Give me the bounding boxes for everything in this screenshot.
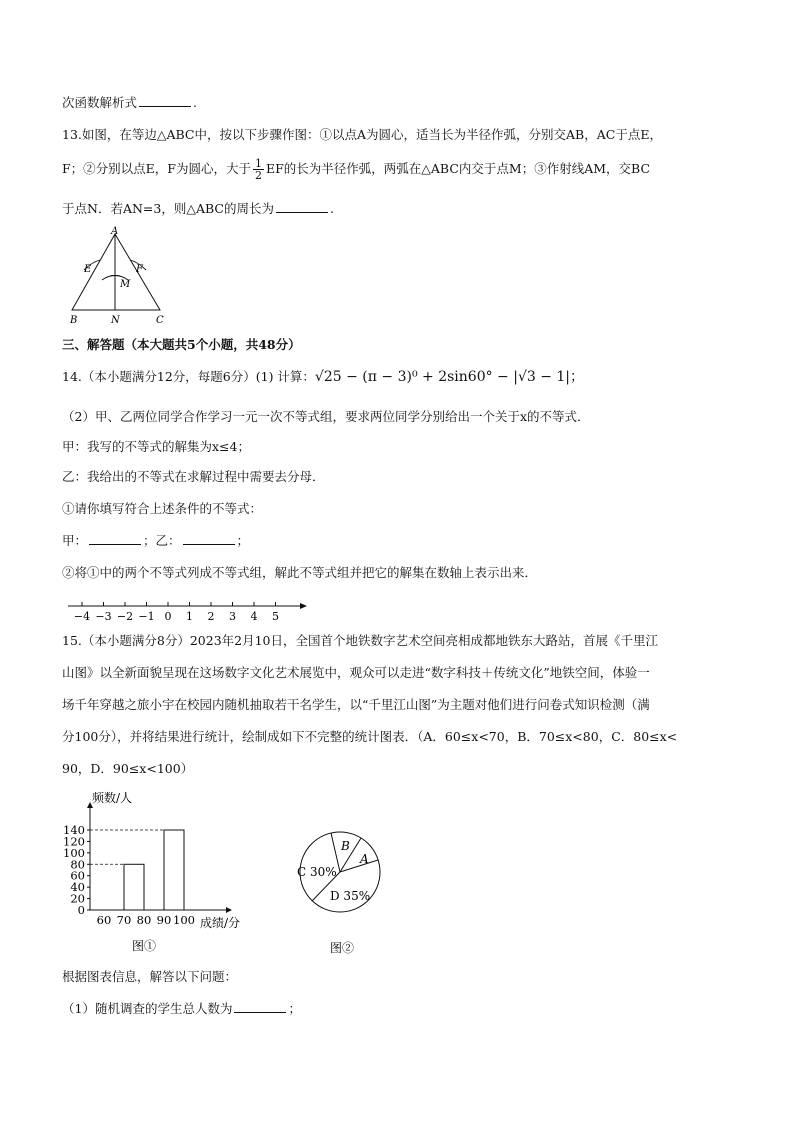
number-line-tick-label: 4 [250, 610, 258, 623]
bar-x-tick-label: 80 [136, 913, 152, 927]
pie-chart [290, 830, 400, 960]
label-e: E [84, 264, 92, 275]
bar-y-tick-label: 80 [70, 857, 85, 872]
label-c: C [156, 315, 164, 326]
q14-line3: 甲：我写的不等式的解集为x≤4； [62, 439, 250, 454]
pie-caption: 图② [330, 941, 355, 955]
bar-chart [58, 788, 288, 958]
label-a: A [111, 226, 119, 237]
bar-x-tick-label: 60 [96, 913, 112, 927]
bar-y-tick-label: 20 [70, 891, 85, 906]
q15-after1: 根据图表信息，解答以下问题： [62, 969, 238, 984]
q15-line2: 山图》以全新面貌呈现在这场数字文化艺术展览中，观众可以走进“数字科技＋传统文化”地铁空间，体验一 [62, 665, 650, 680]
number-line-tick-label: −1 [138, 610, 155, 623]
section3-title: 三、解答题（本大题共5个小题，共48分） [62, 337, 301, 352]
bar-y-tick-label: 100 [63, 845, 85, 860]
pie-divider-3 [340, 860, 378, 872]
bar-x-arrow [226, 907, 232, 913]
answer-blank[interactable] [139, 94, 191, 107]
bar-y-tick-label: 0 [77, 903, 85, 917]
number-line-tick-label: 1 [186, 610, 193, 623]
bar-x-tick-label: 90 [156, 913, 172, 927]
q15-line3: 场千年穿越之旅小宇在校园内随机抽取若干名学生，以“千里江山图”为主题对他们进行问卷式知识检测（满 [62, 697, 650, 712]
bar-70-80 [124, 864, 144, 910]
number-line-tick-label: 5 [272, 610, 279, 623]
bar-y-tick-label: 60 [70, 868, 85, 883]
q15-after2: （1）随机调查的学生总人数为 ； [62, 1001, 301, 1016]
bar-xlabel: 成绩/分 [200, 916, 241, 930]
label-n: N [111, 315, 120, 326]
bar-x-tick-label: 100 [173, 913, 195, 927]
q14-line6: 甲： ；乙： ； [62, 533, 250, 548]
number-line-arrow [300, 603, 307, 609]
bar-x-tick-label: 70 [116, 913, 132, 927]
number-line-tick-label: 0 [164, 610, 172, 623]
bar-y-tick-label: 120 [63, 834, 85, 849]
q14-line7: ②将①中的两个不等式列成不等式组，解此不等式组并把它的解集在数轴上表示出来． [62, 565, 538, 580]
number-line-tick-label: 3 [229, 610, 236, 623]
number-line-tick-label: −3 [95, 610, 112, 623]
q13-line3: 于点N．若AN=3，则△ABC的周长为 . [62, 201, 334, 216]
label-b: B [70, 315, 78, 326]
q14-line1: 14.（本小题满分12分，每题6分）(1) 计算：√25 − (π − 3)⁰ + 2sin60° − |√3 − 1|； [62, 369, 585, 385]
fraction-half: $\frac{1}{2}$ [254, 157, 262, 182]
pie-slice-b-label: B [341, 839, 350, 853]
number-line-tick-label: 2 [207, 610, 215, 623]
bar-90-100 [164, 830, 184, 910]
answer-blank-jia[interactable] [89, 532, 141, 545]
q14-line5: ①请你填写符合上述条件的不等式： [62, 501, 263, 516]
q15-line5: 90，D．90≤x<100） [62, 761, 194, 776]
q13-line1: 13.如图，在等边△ABC中，按以下步骤作图：①以点A为圆心，适当长为半径作弧，分别交AB，AC于点E， [62, 127, 662, 142]
q14-line4: 乙：我给出的不等式在求解过程中需要去分母． [62, 469, 325, 484]
answer-blank-yi[interactable] [183, 532, 235, 545]
number-line-tick-label: −2 [116, 610, 134, 623]
bar-ylabel: 频数/人 [92, 791, 133, 805]
answer-blank-total[interactable] [234, 1000, 286, 1013]
q15-line1: 15.（本小题满分8分）2023年2月10日，全国首个地铁数字艺术空间亮相成都地铁东大路站，首展《千里江 [62, 633, 659, 648]
bar-y-tick-label: 140 [63, 823, 85, 837]
label-f: F [136, 264, 143, 275]
triangle-figure [62, 222, 172, 327]
bar-caption: 图① [132, 939, 157, 953]
number-line-tick-label: −4 [73, 610, 91, 623]
q14-formula: √25 − (π − 3)⁰ + 2sin60° − |√3 − 1|； [314, 369, 585, 385]
q15-line4: 分100分），并将结果进行统计，绘制成如下不完整的统计图表．（A．60≤x<70，B．70≤x<80，C．80≤x< [62, 729, 678, 744]
bar-y-tick-label: 40 [70, 880, 85, 895]
q14-line2: （2）甲、乙两位同学合作学习一元一次不等式组，要求两位同学分别给出一个关于x的不等式． [62, 409, 590, 424]
pie-slice-a-label: A [360, 852, 369, 866]
number-line [62, 596, 312, 626]
q13-line2: F；②分别以点E，F为圆心，大于 $\frac{1}{2}$ EF的长为半径作弧，两弧在△ABC内交于点M；③作射线AM，交BC [62, 157, 651, 182]
pie-slice-d-label: D 35% [330, 889, 371, 903]
pie-slice-c-label: C 30% [297, 865, 337, 879]
q12-tail: 次函数解析式 . [62, 95, 197, 110]
answer-blank[interactable] [276, 200, 328, 213]
label-m: M [120, 279, 131, 290]
